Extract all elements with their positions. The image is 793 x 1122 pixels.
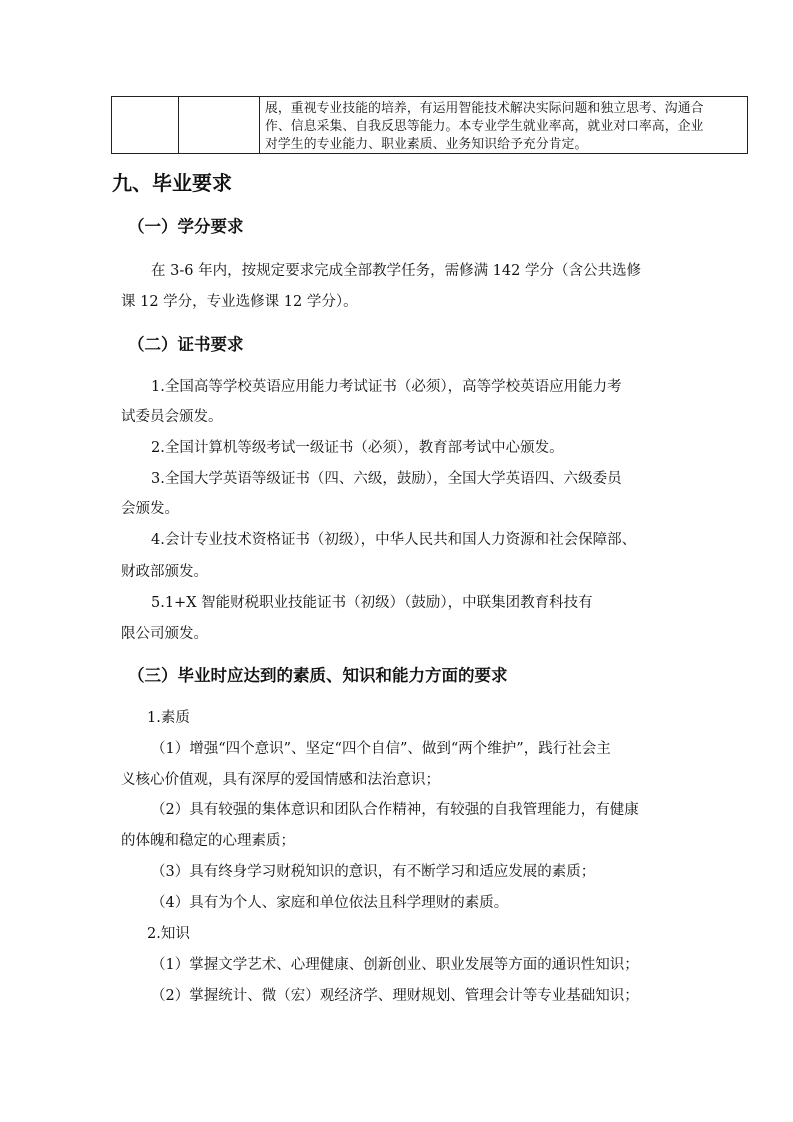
table-text-line: 展，重视专业技能的培养，有运用智能技术解决实际问题和独立思考、沟通合 xyxy=(265,101,704,116)
certificate-line: 会颁发。 xyxy=(121,501,179,517)
requirements-line: （1）增强“四个意识”、坚定“四个自信”、做到“两个维护”，践行社会主 xyxy=(151,741,611,757)
requirements-line: 2.知识 xyxy=(147,926,190,942)
certificate-line: 4.会计专业技术资格证书（初级），中华人民共和国人力资源和社会保障部、 xyxy=(151,532,637,548)
credit-line: 课 12 学分，专业选修课 12 学分）。 xyxy=(121,294,358,310)
requirements-line: （3）具有终身学习财税知识的意识，有不断学习和适应发展的素质； xyxy=(151,864,596,880)
requirements-line: （2）掌握统计、微（宏）观经济学、理财规划、管理会计等专业基础知识； xyxy=(151,988,639,1004)
certificate-line: 2.全国计算机等级考试一级证书（必须），教育部考试中心颁发。 xyxy=(151,440,564,456)
table-cell-empty-1 xyxy=(112,97,179,153)
certificate-line: 限公司颁发。 xyxy=(121,626,208,642)
section-title: 九、毕业要求 xyxy=(112,171,232,195)
certificate-line: 1.全国高等学校英语应用能力考试证书（必须），高等学校英语应用能力考 xyxy=(151,379,622,395)
table-cell-text xyxy=(260,97,747,153)
requirements-line: （2）具有较强的集体意识和团队合作精神，有较强的自我管理能力，有健康 xyxy=(151,802,639,818)
table-text-line: 对学生的专业能力、职业素质、业务知识给予充分肯定。 xyxy=(265,137,588,152)
table-cell-empty-2 xyxy=(179,97,260,153)
requirements-heading: （三）毕业时应达到的素质、知识和能力方面的要求 xyxy=(128,666,508,685)
requirements-line: （4）具有为个人、家庭和单位依法且科学理财的素质。 xyxy=(151,895,509,911)
certificate-line: 3.全国大学英语等级证书（四、六级，鼓励），全国大学英语四、六级委员 xyxy=(151,471,622,487)
credit-heading: （一）学分要求 xyxy=(128,217,244,236)
certificate-line: 试委员会颁发。 xyxy=(121,409,223,425)
requirements-line: 的体魄和稳定的心理素质； xyxy=(121,833,295,849)
certificate-heading: （二）证书要求 xyxy=(128,335,244,354)
table-text-line: 作、信息采集、自我反思等能力。本专业学生就业率高，就业对口率高，企业 xyxy=(265,119,704,134)
certificate-line: 5.1+X 智能财税职业技能证书（初级）（鼓励），中联集团教育科技有 xyxy=(151,595,593,611)
table-fragment xyxy=(111,96,748,154)
requirements-line: 义核心价值观，具有深厚的爱国情感和法治意识； xyxy=(121,772,440,788)
certificate-line: 财政部颁发。 xyxy=(121,564,208,580)
requirements-line: （1）掌握文学艺术、心理健康、创新创业、职业发展等方面的通识性知识； xyxy=(151,957,639,973)
requirements-line: 1.素质 xyxy=(147,710,190,726)
credit-line: 在 3-6 年内，按规定要求完成全部教学任务，需修满 142 学分（含公共选修 xyxy=(151,263,641,279)
